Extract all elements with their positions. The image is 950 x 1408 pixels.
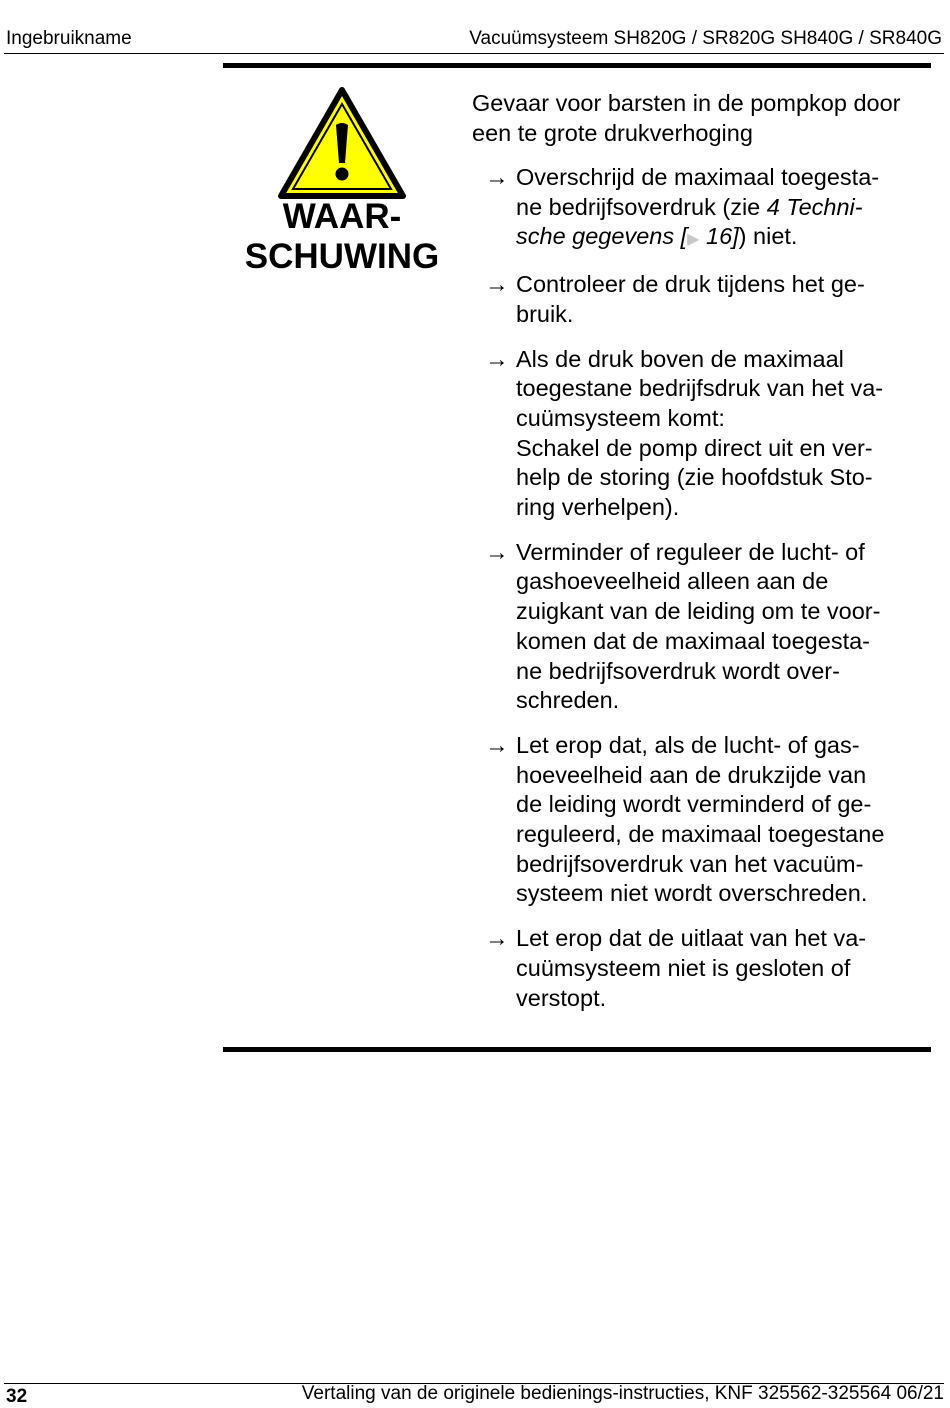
hazard-statement: Gevaar voor barsten in de pompkop door een te grote drukverhoging <box>472 90 901 146</box>
warning-triangle-icon <box>278 87 406 199</box>
step-text: Let erop dat de uitlaat van het va- cuümsysteem niet is gesloten of verstopt. <box>516 925 867 1011</box>
instruction-step <box>485 538 935 716</box>
right-arrow-icon: → <box>485 538 509 565</box>
header-divider <box>4 53 944 54</box>
right-arrow-icon: → <box>485 164 509 190</box>
instruction-step <box>485 270 935 329</box>
right-arrow-icon: → <box>485 271 509 298</box>
right-arrow-icon: → <box>485 731 509 758</box>
footer-text: Vertaling van de originele bedienings-instructies, KNF 325562-325564 06/21 <box>301 1383 944 1404</box>
instruction-step <box>485 163 935 255</box>
instruction-list <box>485 163 935 1028</box>
instruction-step <box>485 345 935 523</box>
right-arrow-icon: → <box>485 345 509 372</box>
header-product-title: Vacuümsysteem SH820G / SR820G SH840G / SR840G <box>469 28 942 49</box>
step-text: Verminder of reguleer de lucht- of gashoeveelheid alleen aan de zuigkant van de leiding om te voor- komen dat de maximaal toegesta- ne bedrijfsoverdruk wordt over- schreden. <box>516 538 881 714</box>
step-text: Controleer de druk tijdens het ge- bruik. <box>516 271 865 327</box>
page-number: 32 <box>6 1386 28 1407</box>
warning-top-rule <box>223 63 931 68</box>
page-reference-triangle-icon: ▶ <box>687 231 700 249</box>
step-text: Overschrijd de maximaal toegesta- ne bedrijfsoverdruk (zie 4 Techni- sche gegevens [▶ 16]) niet. <box>516 164 880 250</box>
cross-reference-link[interactable]: 4 Techni- sche gegevens [▶ 16] <box>516 193 863 250</box>
header-section-title: Ingebruikname <box>6 28 132 49</box>
instruction-step <box>485 731 935 909</box>
warning-bottom-rule <box>223 1047 931 1052</box>
step-text: Als de druk boven de maximaal toegestane bedrijfsdruk van het va- cuümsysteem komt: Schakel de pomp direct uit en ver- help de storing (zie hoofdstuk Sto- ring verhelpen). <box>516 345 884 521</box>
signal-word <box>228 197 456 277</box>
instruction-step <box>485 924 935 1013</box>
step-text: Let erop dat, als de lucht- of gas- hoeveelheid aan de drukzijde van de leiding wordt verminderd of ge- reguleerd, de maximaal toegestane bedrijfsoverdruk van het vacuüm- systeem niet wordt overschreden. <box>516 731 885 907</box>
signal-word-line-2: SCHUWING <box>244 237 440 276</box>
right-arrow-icon: → <box>485 925 509 952</box>
signal-word-line-1: WAAR- <box>282 197 402 236</box>
